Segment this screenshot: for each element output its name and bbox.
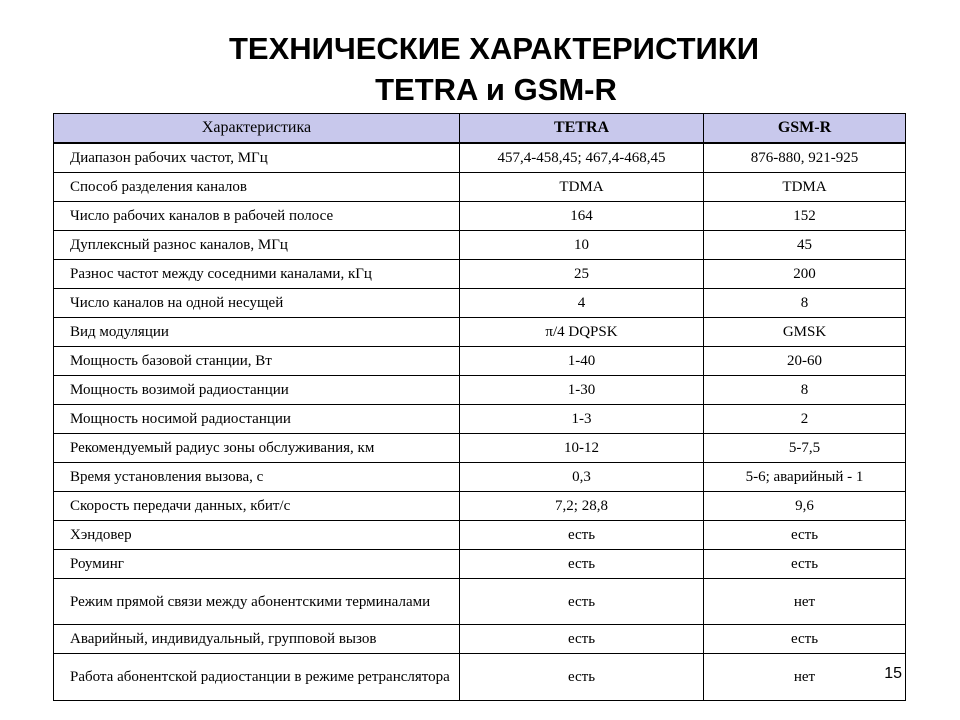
cell-gsm-r: GMSK — [704, 318, 906, 347]
cell-tetra: 4 — [460, 289, 704, 318]
cell-tetra: 7,2; 28,8 — [460, 492, 704, 521]
cell-parameter: Способ разделения каналов — [54, 173, 460, 202]
cell-parameter: Мощность носимой радиостанции — [54, 405, 460, 434]
page-number: 15 — [884, 665, 902, 682]
cell-tetra: 1-30 — [460, 376, 704, 405]
cell-tetra: 1-3 — [460, 405, 704, 434]
cell-parameter: Дуплексный разнос каналов, МГц — [54, 231, 460, 260]
cell-gsm-r: есть — [704, 625, 906, 654]
table-row — [54, 231, 906, 260]
cell-gsm-r: 876-880, 921-925 — [704, 143, 906, 173]
table-row — [54, 143, 906, 173]
cell-tetra: 164 — [460, 202, 704, 231]
header-gsm-r: GSM-R — [704, 114, 906, 144]
cell-gsm-r: 45 — [704, 231, 906, 260]
cell-parameter: Разнос частот между соседними каналами, кГц — [54, 260, 460, 289]
cell-parameter: Аварийный, индивидуальный, групповой вызов — [54, 625, 460, 654]
cell-parameter: Мощность возимой радиостанции — [54, 376, 460, 405]
header-tetra: TETRA — [460, 114, 704, 144]
table-row — [54, 376, 906, 405]
cell-parameter: Хэндовер — [54, 521, 460, 550]
cell-parameter: Диапазон рабочих частот, МГц — [54, 143, 460, 173]
cell-gsm-r: 8 — [704, 376, 906, 405]
cell-tetra: есть — [460, 625, 704, 654]
cell-tetra: есть — [460, 654, 704, 701]
cell-gsm-r: есть — [704, 521, 906, 550]
cell-parameter: Число каналов на одной несущей — [54, 289, 460, 318]
table-row — [54, 173, 906, 202]
page-title-line-2: TETRA и GSM-R — [375, 72, 617, 107]
table-row — [54, 492, 906, 521]
cell-tetra: 10 — [460, 231, 704, 260]
cell-parameter: Роуминг — [54, 550, 460, 579]
cell-parameter: Вид модуляции — [54, 318, 460, 347]
cell-tetra: 457,4-458,45; 467,4-468,45 — [460, 143, 704, 173]
cell-tetra: 0,3 — [460, 463, 704, 492]
cell-gsm-r: 152 — [704, 202, 906, 231]
table-header-row — [54, 114, 906, 144]
table-row — [54, 521, 906, 550]
table-row — [54, 654, 906, 701]
table-row — [54, 579, 906, 625]
cell-tetra: 25 — [460, 260, 704, 289]
cell-gsm-r: нет — [704, 654, 906, 701]
specifications-table — [53, 113, 906, 701]
cell-gsm-r: 5-7,5 — [704, 434, 906, 463]
cell-parameter: Число рабочих каналов в рабочей полосе — [54, 202, 460, 231]
cell-gsm-r: 5-6; аварийный - 1 — [704, 463, 906, 492]
cell-gsm-r: 8 — [704, 289, 906, 318]
cell-gsm-r: нет — [704, 579, 906, 625]
table-row — [54, 202, 906, 231]
table-row — [54, 405, 906, 434]
cell-parameter: Скорость передачи данных, кбит/с — [54, 492, 460, 521]
cell-tetra: есть — [460, 579, 704, 625]
cell-gsm-r: есть — [704, 550, 906, 579]
cell-tetra: TDMA — [460, 173, 704, 202]
table-row — [54, 434, 906, 463]
cell-gsm-r: 200 — [704, 260, 906, 289]
page-title-line-1: ТЕХНИЧЕСКИЕ ХАРАКТЕРИСТИКИ — [229, 31, 759, 66]
cell-parameter: Рекомендуемый радиус зоны обслуживания, км — [54, 434, 460, 463]
cell-tetra: 10-12 — [460, 434, 704, 463]
table-row — [54, 347, 906, 376]
table-row — [54, 289, 906, 318]
table-row — [54, 260, 906, 289]
cell-tetra: есть — [460, 521, 704, 550]
cell-tetra: 1-40 — [460, 347, 704, 376]
cell-gsm-r: 9,6 — [704, 492, 906, 521]
cell-parameter: Мощность базовой станции, Вт — [54, 347, 460, 376]
table-row — [54, 625, 906, 654]
cell-gsm-r: 20-60 — [704, 347, 906, 376]
table-row — [54, 550, 906, 579]
cell-gsm-r: 2 — [704, 405, 906, 434]
cell-tetra: π/4 DQPSK — [460, 318, 704, 347]
header-characteristic: Характеристика — [54, 114, 460, 144]
cell-gsm-r: TDMA — [704, 173, 906, 202]
cell-parameter: Работа абонентской радиостанции в режиме ретранслятора — [54, 654, 460, 701]
table-row — [54, 463, 906, 492]
table-row — [54, 318, 906, 347]
cell-parameter: Режим прямой связи между абонентскими терминалами — [54, 579, 460, 625]
cell-tetra: есть — [460, 550, 704, 579]
cell-parameter: Время установления вызова, с — [54, 463, 460, 492]
